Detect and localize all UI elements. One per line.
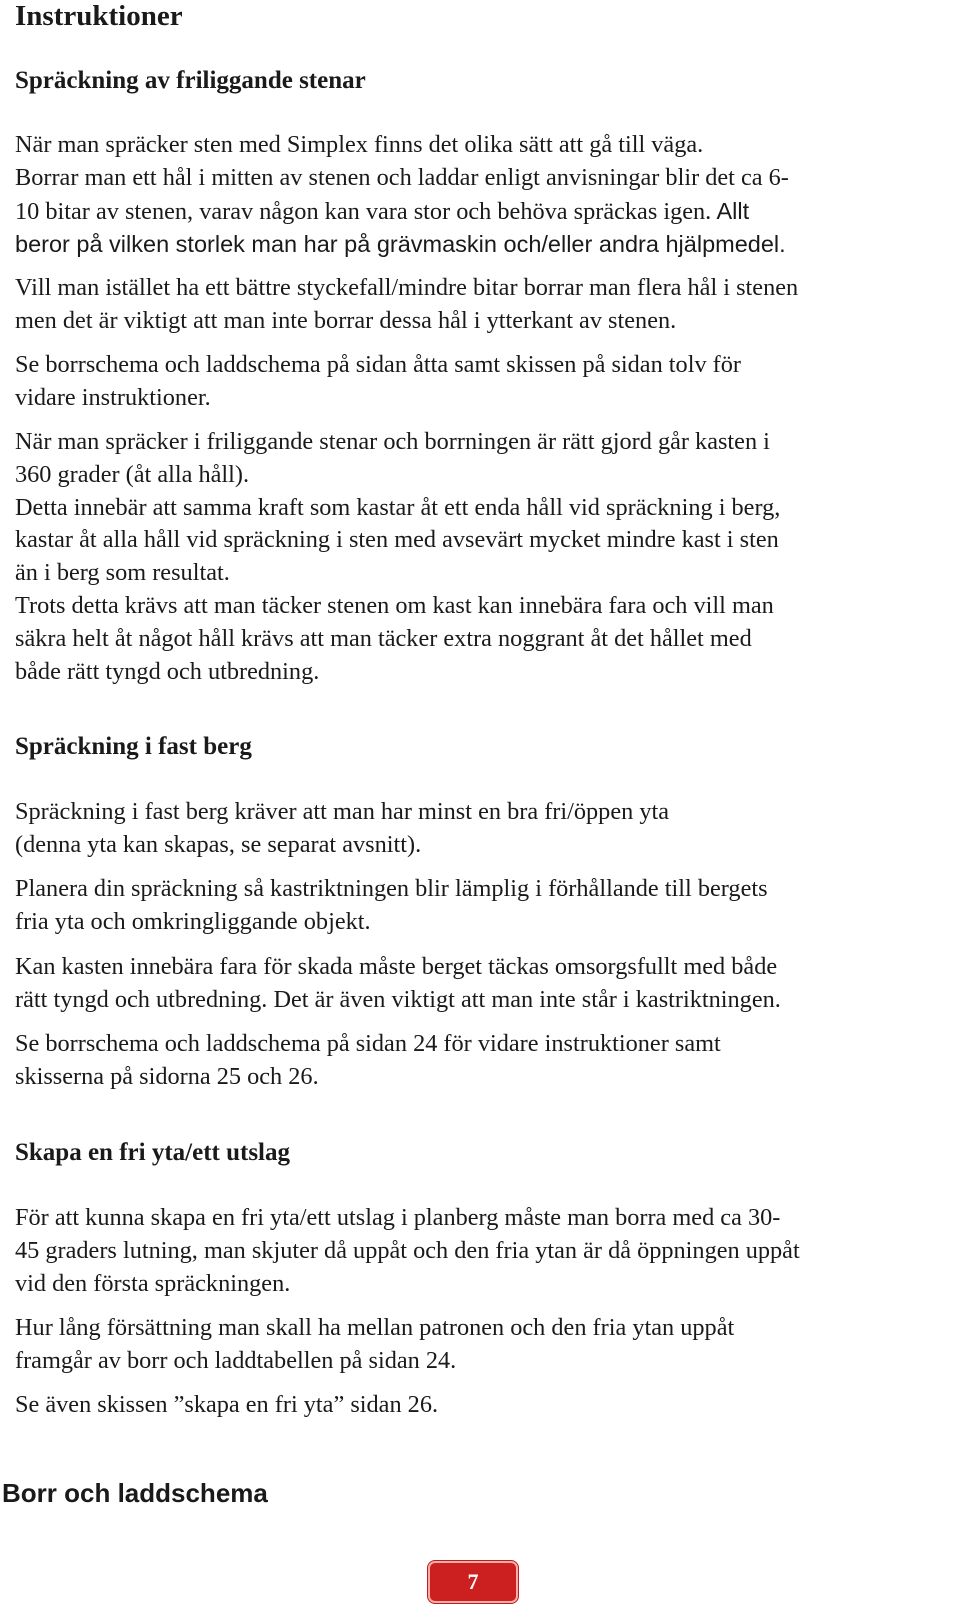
paragraph-sans-part: Allt beror på vilken storlek man har på grävmaskin och/eller andra hjälpmedel. — [15, 197, 786, 258]
bottom-heading: Borr och laddschema — [2, 1478, 268, 1508]
paragraph: Se borrschema och laddschema på sidan åtta samt skissen på sidan tolv för vidare instruktioner. — [15, 351, 742, 411]
section-heading-friliggande-stenar: Spräckning av friliggande stenar — [15, 67, 366, 94]
paragraph: Hur lång försättning man skall ha mellan patronen och den fria ytan uppåt framgår av borr och laddtabellen på sidan 24. — [15, 1314, 735, 1374]
paragraph: För att kunna skapa en fri yta/ett utslag i planberg måste man borra med ca 30- 45 graders lutning, man skjuter då uppåt och den fria ytan är då öppningen uppåt vid den första spräckningen. — [15, 1204, 800, 1297]
section-heading-fast-berg: Spräckning i fast berg — [15, 733, 252, 760]
paragraph — [15, 129, 955, 262]
page-title: Instruktioner — [15, 0, 183, 32]
paragraph-serif-part: När man spräcker sten med Simplex finns det olika sätt att gå till väga. Borrar man ett hål i mitten av stenen och laddar enligt anvisningar blir det ca 6- 10 bitar av stenen, varav någon kan vara stor och behöva spräckas igen. — [15, 131, 789, 225]
paragraph: Planera din spräckning så kastriktningen blir lämplig i förhållande till bergets fria yta och omkringliggande objekt. — [15, 875, 768, 935]
paragraph: Kan kasten innebära fara för skada måste berget täckas omsorgsfullt med både rätt tyngd och utbredning. Det är även viktigt att man inte står i kastriktningen. — [15, 953, 781, 1013]
page-number-badge: 7 — [428, 1561, 518, 1603]
paragraph: Se borrschema och laddschema på sidan 24 för vidare instruktioner samt skisserna på sidorna 25 och 26. — [15, 1030, 721, 1090]
paragraph: Vill man istället ha ett bättre styckefall/mindre bitar borrar man flera hål i stenen men det är viktigt att man inte borrar dessa hål i ytterkant av stenen. — [15, 274, 799, 334]
paragraph: Spräckning i fast berg kräver att man har minst en bra fri/öppen yta (denna yta kan skapas, se separat avsnitt). — [15, 798, 670, 858]
section-heading-fri-yta: Skapa en fri yta/ett utslag — [15, 1139, 290, 1166]
paragraph: Se även skissen ”skapa en fri yta” sidan 26. — [15, 1391, 439, 1418]
paragraph: När man spräcker i friliggande stenar och borrningen är rätt gjord går kasten i 360 grader (åt alla håll). Detta innebär att samma kraft som kastar åt ett enda håll vid spräckning i berg, kastar åt alla håll vid spräckning i sten med avsevärt mycket mindre kast i sten än i berg som resultat. Trots detta krävs att man täcker stenen om kast kan innebära fara och vill man säkra helt åt något håll krävs att man täcker extra noggrant åt det hållet med både rätt tyngd och utbredning. — [15, 428, 781, 685]
